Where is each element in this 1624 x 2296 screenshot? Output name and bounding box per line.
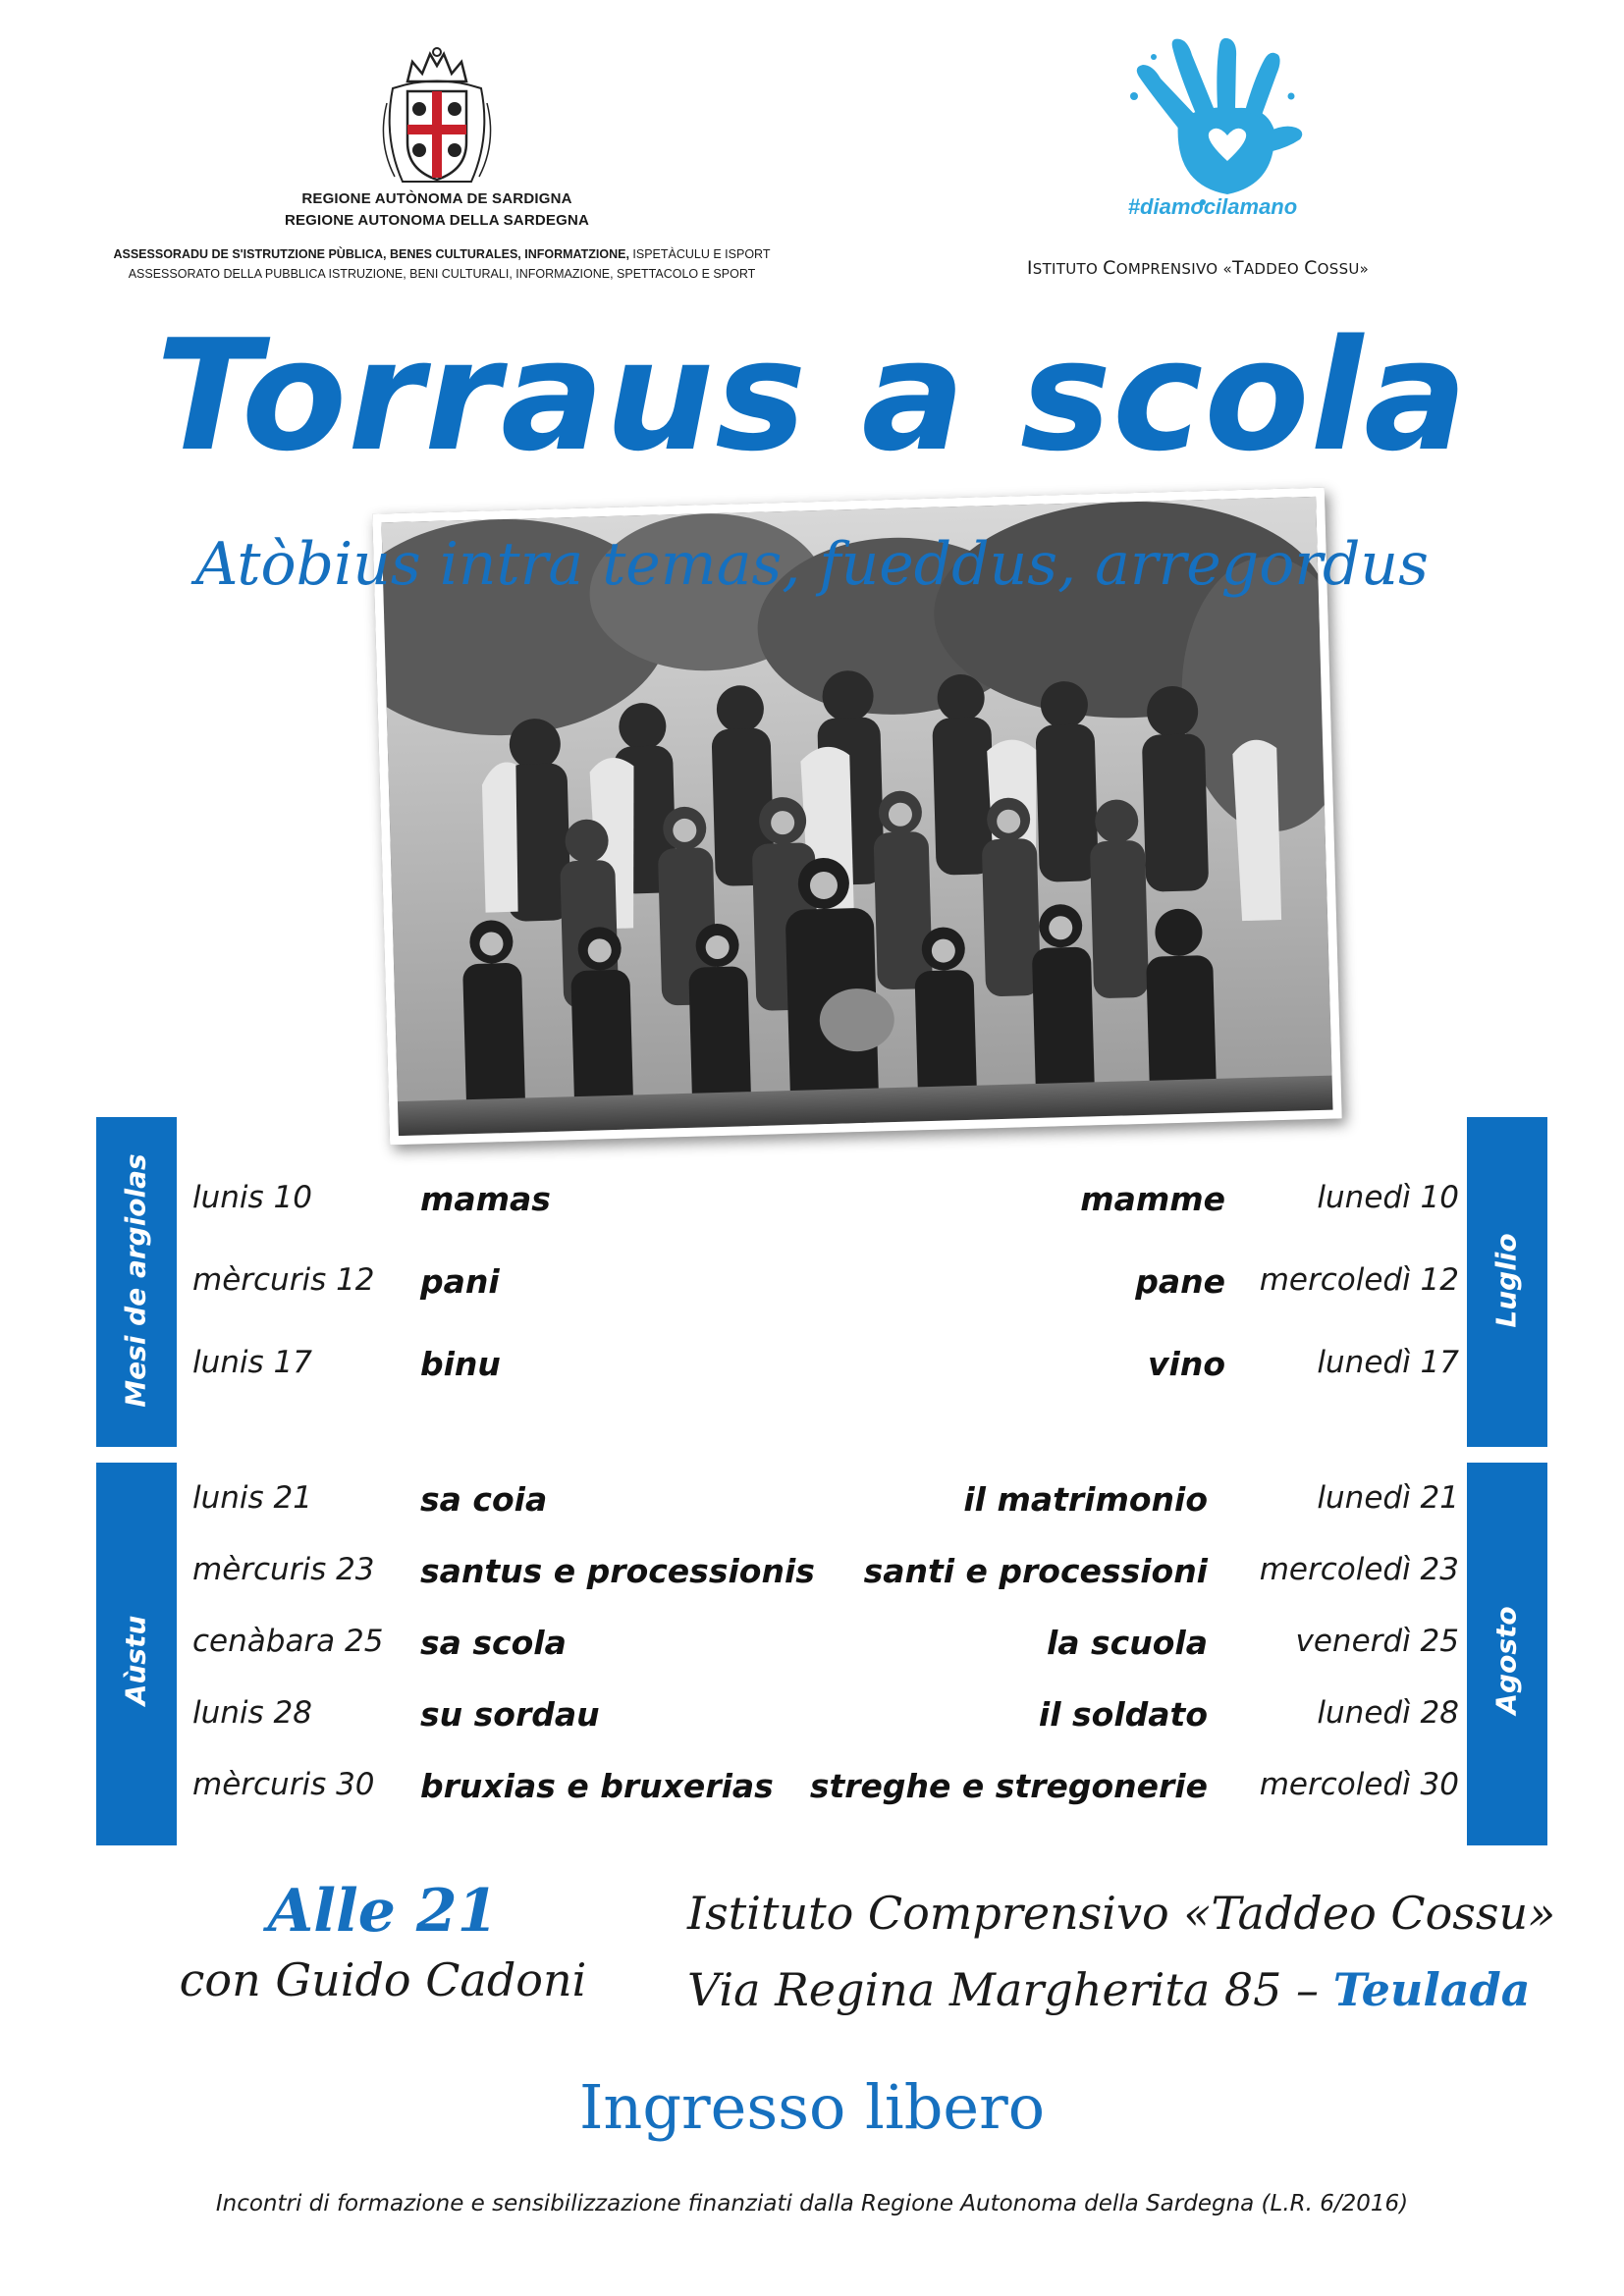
month-tab-sardinian-august xyxy=(96,1463,177,1845)
july-row-2-day-italian: mercoledì 12 xyxy=(1259,1262,1459,1298)
region-name-sardinian: REGIONE AUTÒNOMA DE SARDIGNA xyxy=(301,190,572,207)
month-label-sardinian-august: Aùstu xyxy=(119,1615,152,1706)
july-row-3-day-sardinian: lunis 17 xyxy=(192,1345,312,1380)
event-time: Alle 21 xyxy=(267,1877,499,1946)
venue-name: Istituto Comprensivo «Taddeo Cossu» xyxy=(687,1887,1556,1940)
month-tab-italian-august xyxy=(1467,1463,1547,1845)
month-label-italian-july: Luglio xyxy=(1489,1233,1523,1328)
venue-address: Via Regina Margherita 85 – Teulada xyxy=(687,1963,1531,2016)
july-row-1-topic-sardinian: mamas xyxy=(420,1180,551,1218)
month-label-italian-august: Agosto xyxy=(1489,1606,1523,1715)
page-title: Torraus a scola xyxy=(155,306,1469,485)
department-italian: ASSESSORATO DELLA PUBBLICA ISTRUZIONE, BENI CULTURALI, INFORMAZIONE, SPETTACOLO E SPORT xyxy=(128,267,756,281)
august-row-3-day-sardinian: cenàbara 25 xyxy=(192,1624,384,1659)
department-sardinian: ASSESSORADU DE S'ISTRUTZIONE PÙBLICA, BENES CULTURALES, INFORMATZIONE, ISPETÀCULU E ISPORT xyxy=(113,247,771,261)
august-row-5-topic-sardinian: bruxias e bruxerias xyxy=(420,1767,774,1805)
july-row-2-topic-sardinian: pani xyxy=(420,1262,500,1301)
august-row-5-day-italian: mercoledì 30 xyxy=(1259,1767,1459,1802)
event-host: con Guido Cadoni xyxy=(179,1953,587,2006)
august-row-3-topic-sardinian: sa scola xyxy=(420,1624,567,1662)
august-row-1-day-italian: lunedì 21 xyxy=(1317,1480,1459,1516)
august-row-4-day-sardinian: lunis 28 xyxy=(192,1695,312,1731)
august-row-2-day-sardinian: mèrcuris 23 xyxy=(192,1552,375,1587)
august-row-2-topic-sardinian: santus e processionis xyxy=(420,1552,815,1590)
hand-logo-icon xyxy=(1119,37,1306,209)
school-header: ISTITUTO COMPRENSIVO «TADDEO COSSU» xyxy=(1026,257,1370,279)
july-row-2-day-sardinian: mèrcuris 12 xyxy=(192,1262,375,1298)
month-tab-sardinian-july xyxy=(96,1117,177,1447)
region-name-italian: REGIONE AUTONOMA DELLA SARDEGNA xyxy=(284,212,590,229)
july-row-2-topic-italian: pane xyxy=(1135,1262,1225,1301)
month-label-sardinian-july: Mesi de argiolas xyxy=(119,1153,152,1408)
august-row-4-day-italian: lunedì 28 xyxy=(1317,1695,1459,1731)
hashtag-label: #diamocilamano xyxy=(1127,194,1298,219)
august-row-3-day-italian: venerdì 25 xyxy=(1295,1624,1459,1659)
august-row-2-topic-italian: santi e processioni xyxy=(863,1552,1208,1590)
july-row-1-day-italian: lunedì 10 xyxy=(1317,1180,1459,1215)
funding-footnote: Incontri di formazione e sensibilizzazione finanziati dalla Regione Autonoma della Sardegna (L.R. 6/2016) xyxy=(215,2191,1409,2216)
july-row-1-day-sardinian: lunis 10 xyxy=(192,1180,312,1215)
august-row-5-day-sardinian: mèrcuris 30 xyxy=(192,1767,375,1802)
month-tab-italian-july xyxy=(1467,1117,1547,1447)
page-subtitle: Atòbius intra temas, fueddus, arregordus xyxy=(195,530,1429,599)
august-row-4-topic-italian: il soldato xyxy=(1038,1695,1208,1734)
july-row-3-topic-sardinian: binu xyxy=(420,1345,501,1383)
august-row-1-topic-italian: il matrimonio xyxy=(963,1480,1208,1519)
august-row-3-topic-italian: la scuola xyxy=(1046,1624,1208,1662)
free-entry-label: Ingresso libero xyxy=(578,2071,1046,2143)
venue-town: Teulada xyxy=(1332,1963,1531,2016)
july-row-1-topic-italian: mamme xyxy=(1080,1180,1225,1218)
august-row-1-topic-sardinian: sa coia xyxy=(420,1480,548,1519)
august-row-5-topic-italian: streghe e stregonerie xyxy=(809,1767,1208,1805)
august-row-1-day-sardinian: lunis 21 xyxy=(192,1480,312,1516)
sardinia-crest-icon xyxy=(373,44,501,191)
july-row-3-topic-italian: vino xyxy=(1148,1345,1225,1383)
july-row-3-day-italian: lunedì 17 xyxy=(1317,1345,1459,1380)
august-row-4-topic-sardinian: su sordau xyxy=(420,1695,600,1734)
august-row-2-day-italian: mercoledì 23 xyxy=(1259,1552,1459,1587)
